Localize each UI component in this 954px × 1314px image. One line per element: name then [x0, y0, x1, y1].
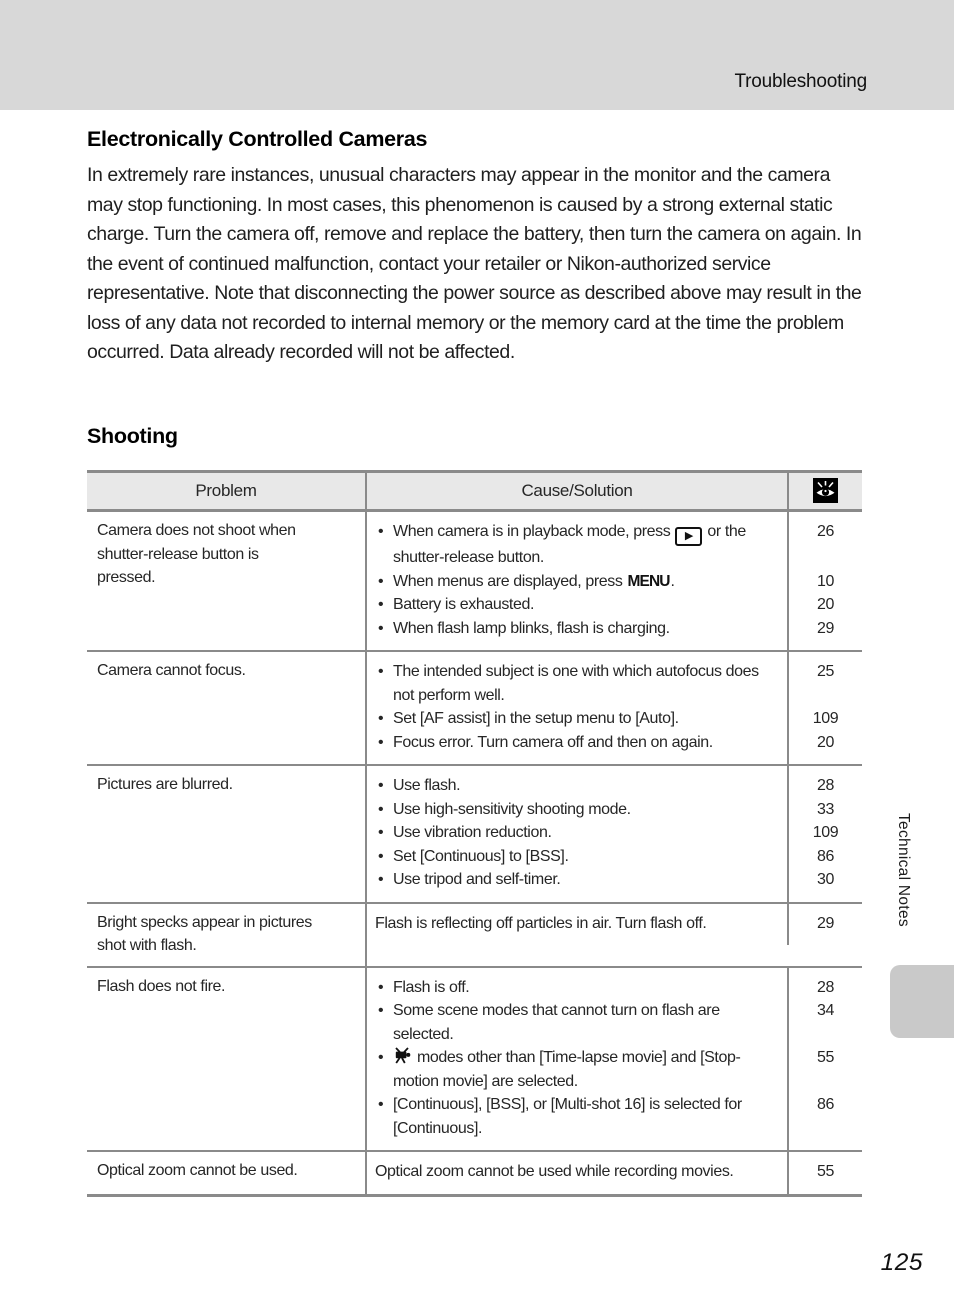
table-row — [87, 766, 862, 904]
page-ref: 33 — [787, 798, 862, 822]
spacer — [367, 904, 787, 912]
menu-button-icon: MENU — [627, 572, 670, 590]
page-ref: 28 — [787, 774, 862, 798]
cause-item — [367, 617, 787, 641]
cause-text: Battery is exhausted. — [393, 596, 535, 613]
page-ref: 29 — [787, 912, 862, 936]
spacer — [787, 904, 862, 912]
problem-text: Optical zoom cannot be used. — [87, 1152, 367, 1194]
cause-text: When flash lamp blinks, flash is charging. — [393, 619, 670, 637]
spacer — [787, 935, 862, 945]
table-row — [87, 968, 862, 1153]
cause-item — [367, 660, 787, 707]
spacer — [787, 640, 862, 650]
spacer — [787, 766, 862, 774]
chapter-tab — [890, 965, 954, 1038]
spacer — [787, 1184, 862, 1194]
page-ref: 86 — [787, 1093, 862, 1140]
cause-item — [367, 999, 787, 1046]
cause-item — [367, 707, 787, 731]
spacer — [367, 968, 787, 976]
cause-text: The intended subject is one with which autofocus does not perform well. — [393, 663, 759, 704]
cause-text: Set [Continuous] to [BSS]. — [393, 847, 569, 865]
cause-text: Use vibration reduction. — [393, 824, 552, 841]
cause-text: Set [AF assist] in the setup menu to [Auto]. — [393, 710, 679, 727]
page-ref: 30 — [787, 868, 862, 892]
cause-item — [367, 593, 787, 617]
table-row — [87, 904, 862, 968]
spacer — [367, 754, 787, 764]
movie-mode-icon — [393, 1047, 411, 1064]
page-ref: 20 — [787, 731, 862, 755]
shooting-table — [87, 470, 862, 1197]
cause-text: Optical zoom cannot be used while recording movies. — [375, 1163, 734, 1180]
problem-text: Pictures are blurred. — [87, 766, 367, 902]
playback-button-icon: ▶ — [675, 527, 702, 546]
page-ref: 55 — [787, 1046, 862, 1093]
problem-text: Camera cannot focus. — [87, 652, 367, 764]
table-header-page — [787, 473, 862, 510]
cause-item — [367, 1046, 787, 1093]
cause-text: . — [670, 572, 675, 590]
cause-text: [Continuous], [BSS], or [Multi-shot 16] is selected for [Continuous]. — [393, 1096, 742, 1137]
cause-text: Some scene modes that cannot turn on flash are selected. — [393, 1002, 720, 1043]
electronic-body-paragraph: In extremely rare instances, unusual characters may appear in the monitor and the camera may stop functioning. In most cases, this phenomenon is caused by a strong external static charge. Turn the camera off, remove and replace the battery, then turn the camera on again. In the event of continued malfunction, contact your retailer or Nikon-authorized service representative. Note that disconnecting the power source as described above may result in the loss of any data not recorded to internal memory or the memory card at the time the problem occurred. Data already recorded will not be affected. — [87, 164, 862, 363]
cause-item — [367, 520, 787, 570]
cause-item — [367, 976, 787, 1000]
cause-item — [367, 798, 787, 822]
spacer — [787, 512, 862, 520]
spacer — [787, 754, 862, 764]
spacer — [367, 766, 787, 774]
top-band — [0, 0, 954, 110]
spacer — [367, 512, 787, 520]
cause-item — [367, 1160, 787, 1184]
problem-text: Flash does not fire. — [87, 968, 367, 1151]
cause-item — [367, 821, 787, 845]
spacer — [787, 968, 862, 976]
spacer — [367, 652, 787, 660]
spacer — [787, 1140, 862, 1150]
page-ref: 26 — [787, 520, 862, 570]
cause-item — [367, 845, 787, 869]
page-content — [87, 127, 867, 1197]
page-ref: 109 — [787, 821, 862, 845]
problem-text: Bright specks appear in pictures shot with flash. — [87, 904, 367, 966]
spacer — [787, 1152, 862, 1160]
cause-item — [367, 1093, 787, 1140]
page-ref: 86 — [787, 845, 862, 869]
page-ref: 10 — [787, 570, 862, 594]
page-ref: 55 — [787, 1160, 862, 1184]
see-page-icon — [813, 478, 838, 503]
chapter-header: Troubleshooting — [734, 71, 867, 92]
cause-item — [367, 570, 787, 594]
cause-item — [367, 731, 787, 755]
spacer — [367, 1184, 787, 1194]
page-ref: 20 — [787, 593, 862, 617]
table-header-problem: Problem — [87, 473, 367, 510]
cause-item — [367, 912, 787, 936]
cause-text: Flash is reflecting off particles in air. Turn flash off. — [375, 914, 707, 932]
spacer — [367, 1152, 787, 1160]
cause-text: or the shutter-release button. — [393, 523, 746, 566]
page-ref: 34 — [787, 999, 862, 1046]
section-title-electronic: Electronically Controlled Cameras — [87, 127, 428, 151]
cause-text: Use flash. — [393, 777, 461, 794]
spacer — [787, 652, 862, 660]
section-title-shooting: Shooting — [87, 423, 178, 448]
table-header-row — [87, 473, 862, 513]
cause-text: Focus error. Turn camera off and then on again. — [393, 733, 713, 751]
spacer — [367, 1140, 787, 1150]
table-header-cause: Cause/Solution — [521, 480, 633, 500]
cause-text: Flash is off. — [393, 978, 470, 996]
spacer — [787, 892, 862, 902]
cause-item — [367, 868, 787, 892]
spacer — [367, 640, 787, 650]
page-ref: 25 — [787, 660, 862, 707]
cause-text: When camera is in playback mode, press — [393, 523, 671, 540]
page-ref: 29 — [787, 617, 862, 641]
table-row — [87, 1152, 862, 1194]
cause-item — [367, 774, 787, 798]
problem-text: Camera does not shoot when shutter-release button is pressed. — [87, 512, 367, 650]
table-row — [87, 512, 862, 652]
table-row — [87, 652, 862, 766]
page-ref: 109 — [787, 707, 862, 731]
cause-text: Use high-sensitivity shooting mode. — [393, 800, 631, 818]
page-number: 125 — [880, 1249, 923, 1276]
cause-text: When menus are displayed, press — [393, 572, 623, 590]
cause-text: Use tripod and self-timer. — [393, 871, 561, 888]
spacer — [367, 935, 787, 945]
sidebar-chapter-label: Technical Notes — [895, 813, 912, 927]
cause-text: modes other than [Time-lapse movie] and [Stop-motion movie] are selected. — [393, 1049, 741, 1090]
page-ref: 28 — [787, 976, 862, 1000]
spacer — [367, 892, 787, 902]
